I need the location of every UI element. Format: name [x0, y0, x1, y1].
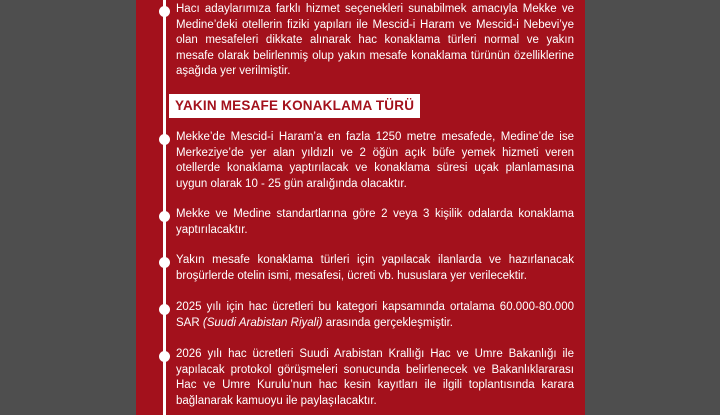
list-item-text: Yakın mesafe konaklama türleri için yapılacak ilanlarda ve hazırlanacak broşürlerde otelin ismi, mesafesi, ücreti vb. hususlara yer verilecektir.	[176, 254, 574, 282]
price-text-end: arasında gerçekleşmiştir.	[322, 316, 453, 329]
bullet-dot	[159, 304, 170, 315]
price-text: 2025 yılı için hac ücretleri bu kategori kapsamında ortalama 60.000-80.000 SAR	[176, 301, 574, 329]
bullet-dot	[159, 211, 170, 222]
list-item-text: 2026 yılı hac ücretleri Suudi Arabistan Krallığı Hac ve Umre Bakanlığı ile yapılacak protokol görüşmeleri sonucunda belirlenecek ve Bakanlıklararası Hac ve Umre Kurulu’nun hac kesin kayıtları ile ilgili toplantısında karara bağlanarak kamuoyu ile paylaşılacaktır.	[176, 348, 574, 407]
currency-note: (Suudi Arabistan Riyali)	[202, 316, 323, 329]
section-title: YAKIN MESAFE KONAKLAMA TÜRÜ	[169, 94, 420, 118]
bullet-dot	[159, 351, 170, 362]
intro-paragraph: Hacı adaylarımıza farklı hizmet seçenekleri sunabilmek amacıyla Mekke ve Medine’deki otellerin fiziki yapıları ile Mescid-i Haram ve Mescid-i Nebevi’ye olan mesafeleri dikkate alınarak hac konaklama türleri normal ve yakın mesafe olarak belirlenmiş olup yakın mesafe konaklama türünün özelliklerine aşağıda yer verilmiştir.	[176, 3, 574, 77]
list-item-text	[176, 300, 574, 331]
list-item-text: Mekke ve Medine standartlarına göre 2 veya 3 kişilik odalarda konaklama yaptırılacaktır.	[176, 208, 574, 236]
bullet-dot	[159, 257, 170, 268]
document-panel	[136, 0, 585, 415]
bullet-dot	[159, 6, 170, 17]
bullet-dot	[159, 134, 170, 145]
list-item-text: Mekke’de Mescid-i Haram’a en fazla 1250 metre mesafede, Medine’de ise Merkeziye’de yer alan yıldızlı ve 2 öğün açık büfe yemek hizmeti veren otellerde konaklama yaptırılacak ve konaklama süresi uçak planlamasına uygun olarak 10 - 25 gün aralığında olacaktır.	[176, 131, 574, 190]
